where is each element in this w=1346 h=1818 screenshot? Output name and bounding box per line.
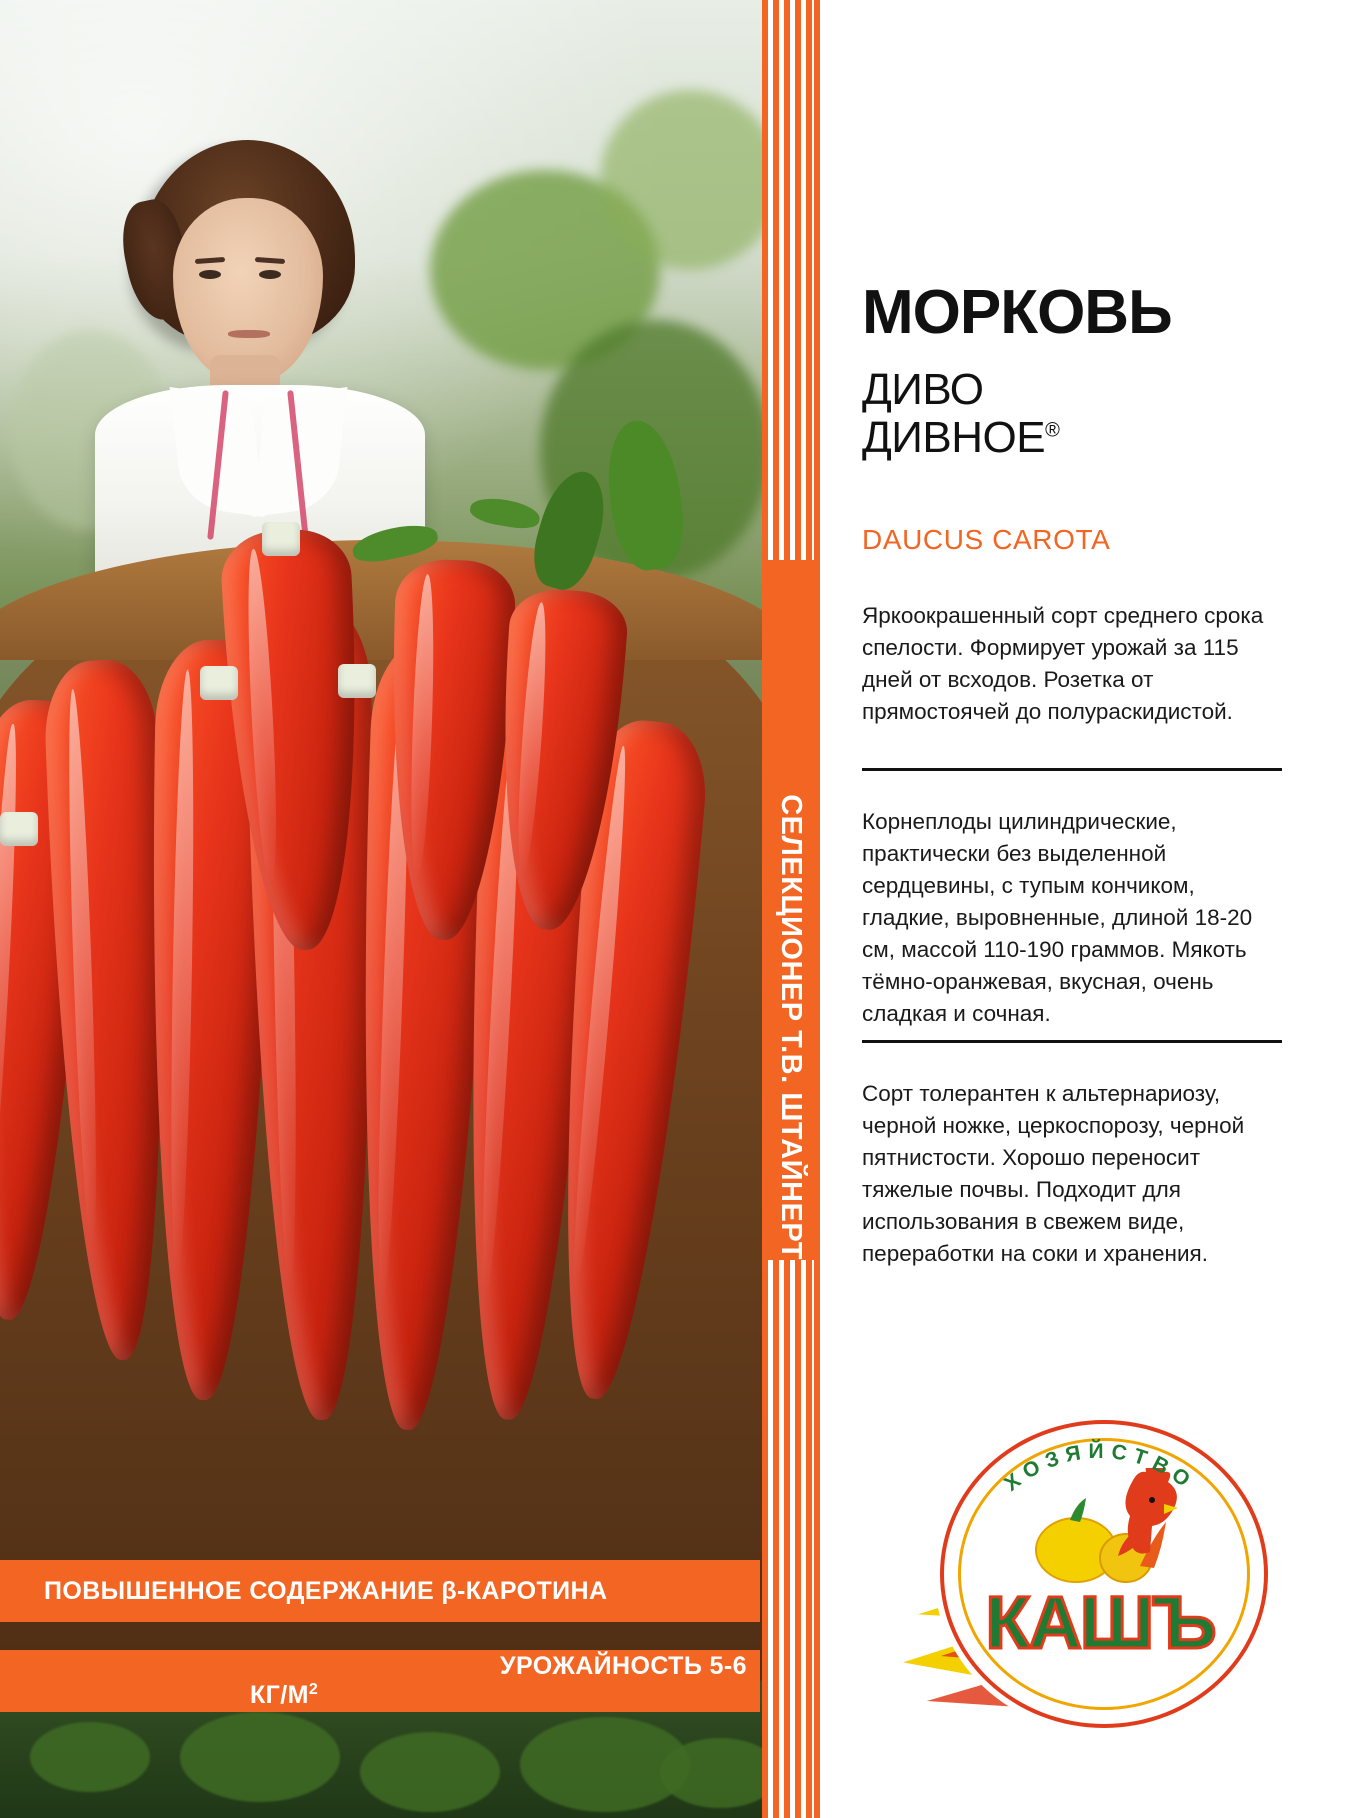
mouth (228, 330, 270, 338)
page-title: МОРКОВЬ (862, 278, 1172, 347)
eyebrow-left (195, 257, 225, 264)
variety-line-2: ДИВНОЕ (862, 412, 1046, 462)
latin-name: DAUCUS CAROTA (862, 524, 1111, 555)
description-paragraph-1: Яркоокрашенный сорт среднего срока спелости. Формирует урожай за 115 дней от всходов. Розетка от прямостоячей до полураскидистой. (862, 603, 1264, 724)
logo-brand-name: КАШЪ (985, 1581, 1215, 1664)
registered-mark: ® (1045, 418, 1060, 441)
eyebrow-right (255, 257, 285, 264)
feature-banner-yield-label: УРОЖАЙНОСТЬ 5-6 $КГ/М^2$ (250, 1651, 747, 1710)
carrot-crown (200, 666, 238, 700)
logo-arc-label: ХОЗЯЙСТВО (1000, 1439, 1200, 1496)
eye-right (259, 270, 281, 279)
brand-logo (880, 1410, 1280, 1740)
carrot-crown (0, 812, 38, 846)
carrot-crown (338, 664, 376, 698)
yield-unit-exponent: 2 (308, 1680, 319, 1698)
svg-text:ХОЗЯЙСТВО (1000, 1439, 1200, 1496)
divider-2 (862, 1040, 1282, 1043)
description-paragraph-3: Сорт толерантен к альтернариозу, черной ножке, церкоспорозу, черной пятнистости. Хорошо переносит тяжелые почвы. Подходит для использования в свежем виде, переработки на соки и хранения. (862, 1081, 1245, 1266)
breeder-tab-label: СЕЛЕКЦИОНЕР Т.В. ШТАЙНЕРТ (775, 794, 808, 1260)
eye-left (199, 270, 221, 279)
feature-banner-carotene-label: ПОВЫШЕННОЕ СОДЕРЖАНИЕ β-КАРОТИНА (44, 1576, 608, 1605)
bottom-foliage-strip (0, 1712, 762, 1818)
variety-line-1: ДИВО (862, 365, 984, 414)
breeder-tab-rotated (762, 560, 820, 1260)
carrot-crown (262, 522, 300, 556)
divider-1 (862, 768, 1282, 771)
feature-banner-yield (0, 1650, 760, 1712)
feature-banner-carotene (0, 1560, 760, 1622)
logo-arc-text (940, 1420, 1260, 1720)
person-figure (95, 140, 425, 570)
description-paragraph-2: Корнеплоды цилиндрические, практически без выделенной сердцевины, с тупым кончиком, гладкие, выровненные, длиной 18-20 см, массой 110-190 граммов. Мякоть тёмно-оранжевая, вкусная, очень сладкая и сочная. (862, 809, 1253, 1026)
variety-name (862, 366, 1346, 461)
